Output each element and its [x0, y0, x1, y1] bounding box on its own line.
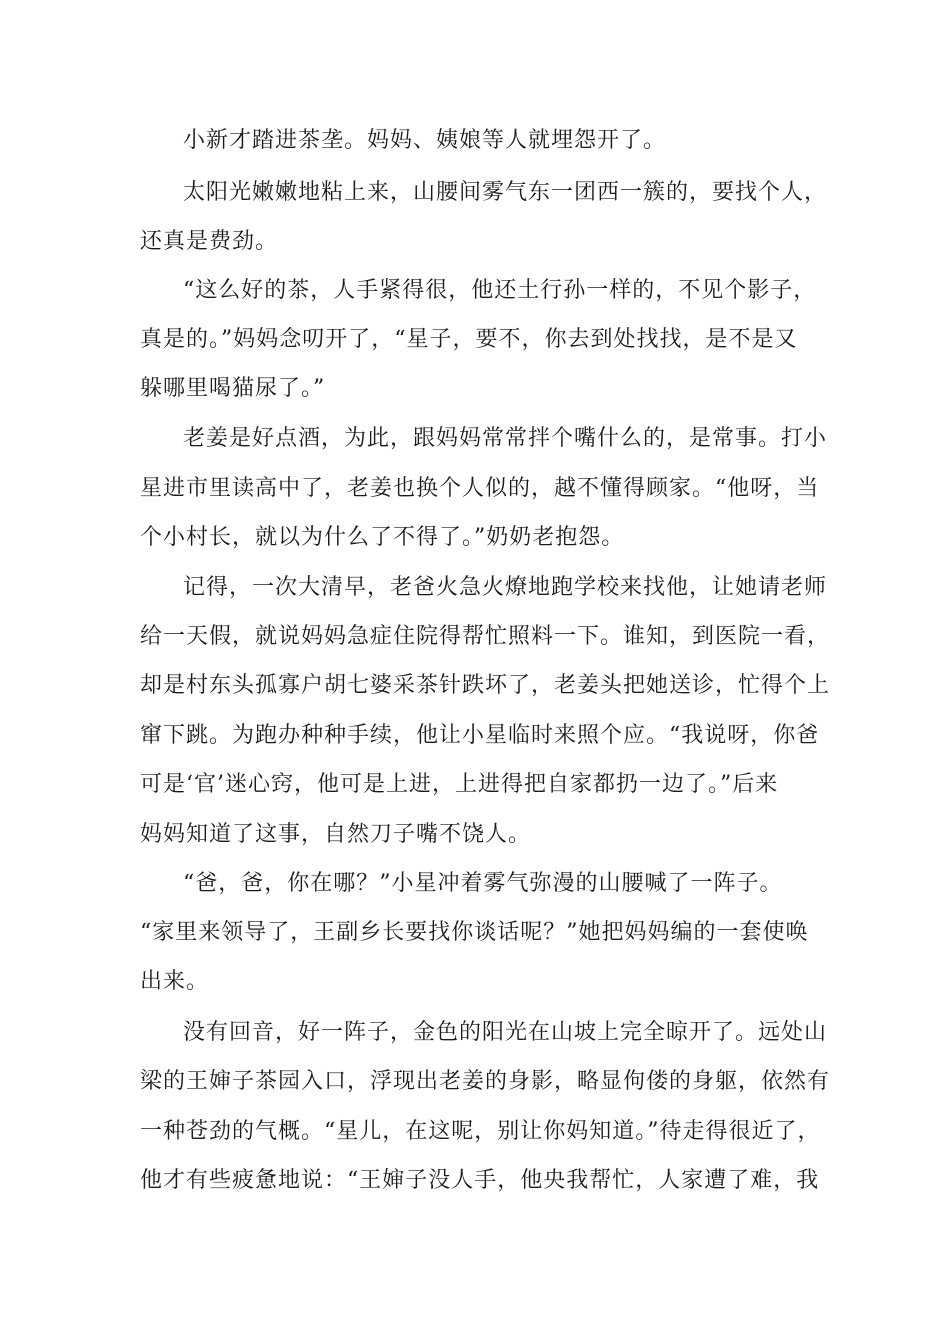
- text-line-19: 没有回音，好一阵子，金色的阳光在山坡上完全晾开了。远处山: [183, 1020, 828, 1045]
- text-line-22: 他才有些疲惫地说：“王婶子没人手，他央我帮忙，人家遭了难，我: [140, 1168, 820, 1193]
- text-line-12: 却是村东头孤寡户胡七婆采茶针跌坏了，老姜头把她送诊，忙得个上: [140, 673, 831, 698]
- text-line-1: 小新才踏进茶垄。妈妈、姨娘等人就埋怨开了。: [183, 128, 667, 153]
- text-line-11: 给一天假，就说妈妈急症住院得帮忙照料一下。谁知，到医院一看，: [140, 624, 831, 649]
- text-line-10: 记得，一次大清早，老爸火急火燎地跑学校来找他，让她请老师: [183, 575, 828, 600]
- text-line-4: “这么好的茶，人手紧得很，他还土行孙一样的，不见个影子，: [183, 278, 817, 303]
- text-line-13: 窜下跳。为跑办种种手续，他让小星临时来照个应。“我说呀，你爸: [140, 723, 820, 748]
- text-line-16: “爸，爸，你在哪？”小星冲着雾气弥漫的山腰喊了一阵子。: [183, 871, 783, 896]
- text-line-20: 梁的王婶子茶园入口，浮现出老姜的身影，略显佝偻的身躯，依然有: [140, 1069, 831, 1094]
- text-line-8: 星进市里读高中了，老姜也换个人似的，越不懂得顾家。“他呀，当: [140, 476, 820, 501]
- text-line-15: 妈妈知道了这事，自然刀子嘴不饶人。: [140, 822, 532, 847]
- text-line-17: “家里来领导了，王副乡长要找你谈话呢？”她把妈妈编的一套使唤: [140, 920, 809, 945]
- text-line-3: 还真是费劲。: [140, 229, 279, 254]
- text-line-9: 个小村长，就以为什么了不得了。”奶奶老抱怨。: [140, 525, 625, 550]
- text-line-5: 真是的。”妈妈念叨开了，“星子，要不，你去到处找找，是不是又: [140, 327, 798, 352]
- text-line-6: 躲哪里喝猫尿了。”: [140, 376, 326, 401]
- text-line-21: 一种苍劲的气概。“星儿，在这呢，别让你妈知道。”待走得很近了，: [140, 1119, 821, 1144]
- text-line-18: 出来。: [140, 969, 210, 994]
- text-line-2: 太阳光嫩嫩地粘上来，山腰间雾气东一团西一簇的，要找个人，: [183, 180, 828, 205]
- text-line-14: 可是‘官’迷心窍，他可是上进，上进得把自家都扔一边了。”后来: [140, 772, 779, 797]
- text-line-7: 老姜是好点酒，为此，跟妈妈常常拌个嘴什么的，是常事。打小: [183, 426, 828, 451]
